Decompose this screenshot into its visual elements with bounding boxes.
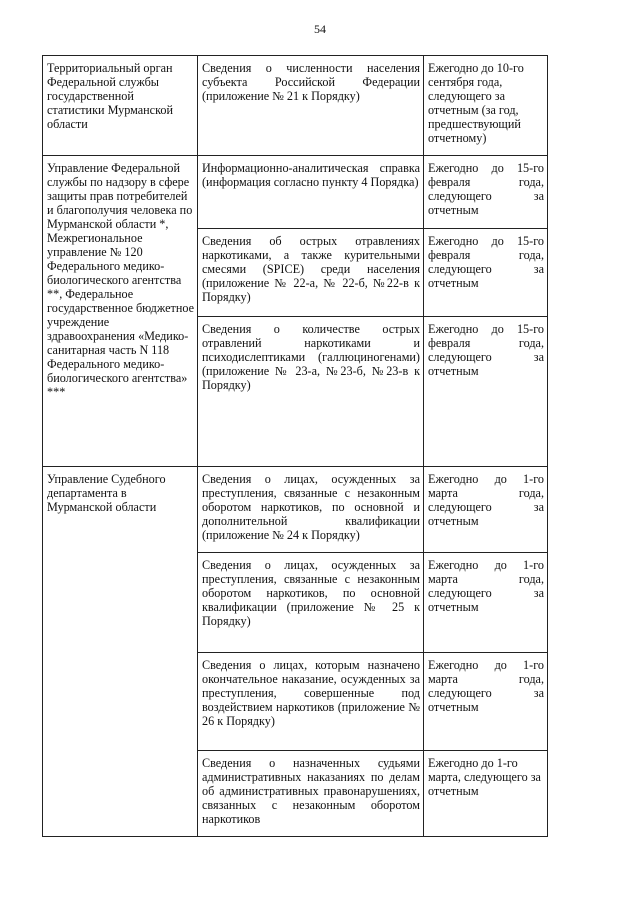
page-number: 54 bbox=[314, 22, 326, 36]
period-cell bbox=[424, 156, 548, 229]
period-cell bbox=[424, 553, 548, 653]
table-row bbox=[43, 467, 548, 553]
information-text: Сведения о назначенных судьями административных наказаниях по делам об административных правонарушениях, связанных с незаконным оборотом наркотиков bbox=[202, 756, 420, 826]
information-cell bbox=[198, 56, 424, 156]
organization-name: Управление Федеральной службы по надзору в сфере защиты прав потребителей и благополучия человека по Мурманской области *, Межрегиональное управление № 120 Федерального медико-биологического агентства **, Федеральное государственное бюджетное учреждение здравоохранения «Медико-санитарная часть N 118 Федерального медико-биологического агентства» *** bbox=[47, 161, 194, 399]
period-text: Ежегодно до 10-го сентября года, следующего за отчетным (за год, предшествующий отчетному) bbox=[428, 61, 524, 145]
information-cell bbox=[198, 653, 424, 751]
period-cell bbox=[424, 317, 548, 467]
information-text: Сведения о лицах, которым назначено окончательное наказание, осужденных за преступления, совершенные под воздействием наркотиков (приложение № 26 к Порядку) bbox=[202, 658, 420, 728]
period-cell bbox=[424, 467, 548, 553]
information-text: Информационно-аналитическая справка (информация согласно пункту 4 Порядка) bbox=[202, 161, 420, 189]
information-cell bbox=[198, 751, 424, 837]
information-text: Сведения о лицах, осужденных за преступления, связанные с незаконным оборотом наркотиков, по основной и дополнительной квалификации (приложение № 24 к Порядку) bbox=[202, 472, 420, 542]
period-text: Ежегодно до 1-го марта года, следующего за отчетным bbox=[428, 658, 544, 714]
period-cell bbox=[424, 56, 548, 156]
organization-cell bbox=[43, 56, 198, 156]
period-text: Ежегодно до 15-го февраля года, следующего за отчетным bbox=[428, 161, 544, 217]
information-cell bbox=[198, 553, 424, 653]
organization-name: Управление Судебного департамента в Мурманской области bbox=[47, 472, 166, 514]
period-cell bbox=[424, 229, 548, 317]
information-cell bbox=[198, 467, 424, 553]
information-text: Сведения о лицах, осужденных за преступления, связанные с незаконным оборотом наркотиков, по основной квалификации (приложение № 25 к Порядку) bbox=[202, 558, 420, 628]
table-row bbox=[43, 56, 548, 156]
information-text: Сведения о численности населения субъекта Российской Федерации (приложение № 21 к Порядку) bbox=[202, 61, 420, 103]
period-text: Ежегодно до 15-го февраля года, следующего за отчетным bbox=[428, 234, 544, 290]
period-cell bbox=[424, 653, 548, 751]
period-cell bbox=[424, 751, 548, 837]
period-text: Ежегодно до 1-го марта года, следующего за отчетным bbox=[428, 472, 544, 528]
table-row bbox=[43, 156, 548, 229]
period-text: Ежегодно до 15-го февраля года, следующего за отчетным bbox=[428, 322, 544, 378]
information-cell bbox=[198, 229, 424, 317]
reporting-table bbox=[42, 55, 548, 837]
information-text: Сведения о количестве острых отравлений наркотиками и психодислептиками (галлюциногенами) (приложение № 23-а, №23-б, №23-в к Порядку) bbox=[202, 322, 420, 392]
organization-name: Территориальный орган Федеральной службы государственной статистики Мурманской области bbox=[47, 61, 173, 131]
information-text: Сведения об острых отравлениях наркотиками, а также курительными смесями (SPICE) среди населения (приложение № 22-а, № 22-б, №22-в к Порядку) bbox=[202, 234, 420, 304]
period-text: Ежегодно до 1-го марта, следующего за отчетным bbox=[428, 756, 541, 798]
organization-cell bbox=[43, 467, 198, 837]
information-cell bbox=[198, 317, 424, 467]
period-text: Ежегодно до 1-го марта года, следующего за отчетным bbox=[428, 558, 544, 614]
organization-cell bbox=[43, 156, 198, 467]
information-cell bbox=[198, 156, 424, 229]
